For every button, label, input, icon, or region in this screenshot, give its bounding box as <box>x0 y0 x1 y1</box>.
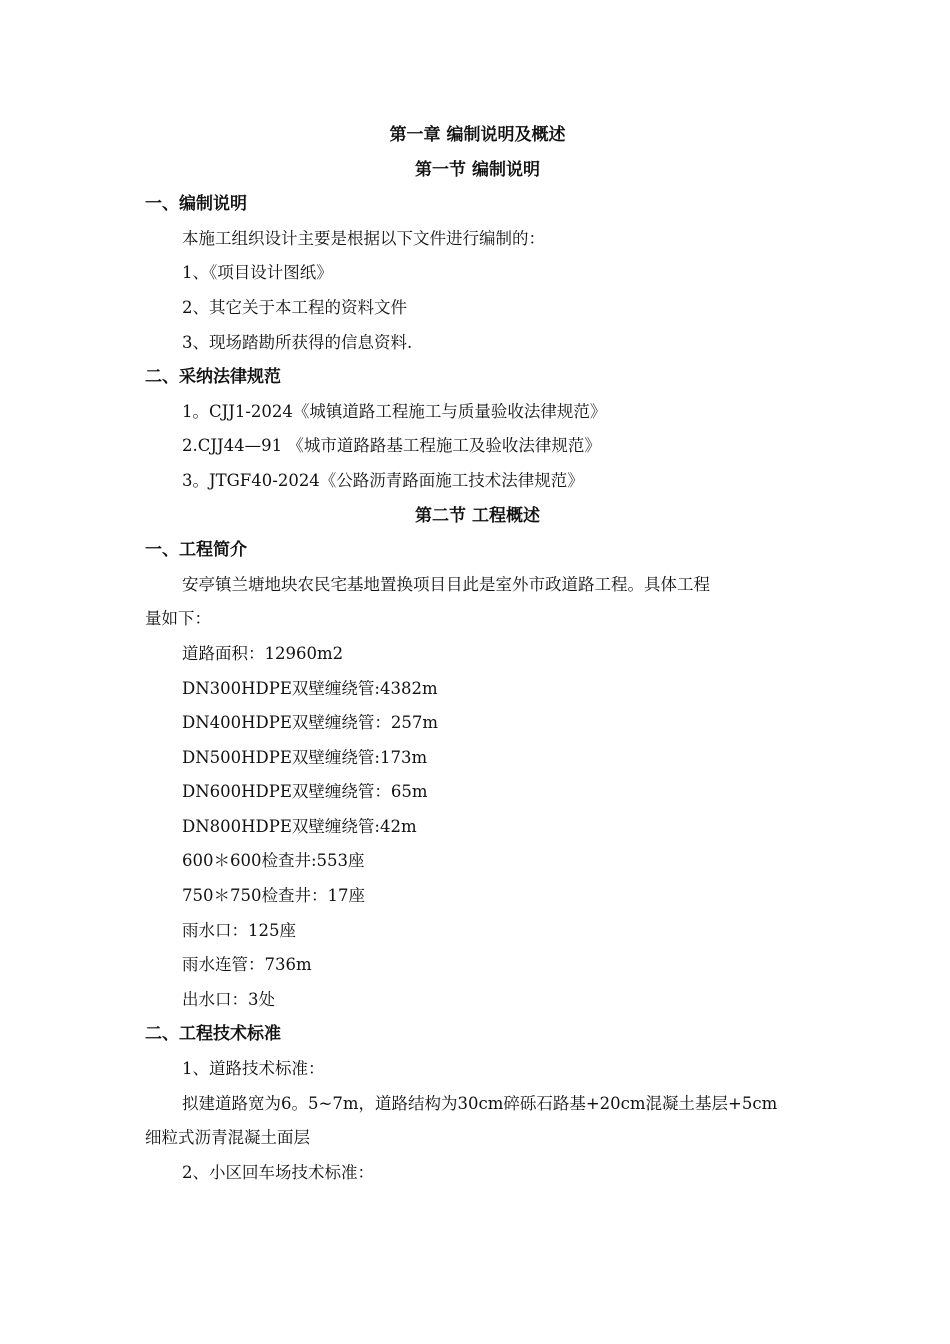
quantity-item: DN300HDPE双壁缠绕管:4382m <box>182 678 438 698</box>
quantity-item: 道路面积：12960m2 <box>182 643 344 663</box>
document-body <box>145 118 810 1190</box>
list-item: 2、其它关于本工程的资料文件 <box>182 297 407 317</box>
quantity-item: 出水口：3处 <box>182 989 275 1009</box>
quantity-item: DN800HDPE双壁缠绕管:42m <box>182 816 417 836</box>
list-item: 1。CJJ1-2024《城镇道路工程施工与质量验收法律规范》 <box>182 401 607 421</box>
quantity-item: 600＊600检查井:553座 <box>182 851 365 871</box>
paragraph-line: 细粒式沥青混凝土面层 <box>145 1128 310 1148</box>
quantity-item: 雨水连管：736m <box>182 955 312 975</box>
heading-project-intro: 一、工程简介 <box>145 540 247 561</box>
list-item: 2.CJJ44—91 《城市道路路基工程施工及验收法律规范》 <box>182 436 601 456</box>
paragraph-line: 量如下： <box>145 609 211 629</box>
paragraph-line: 安亭镇兰塘地块农民宅基地置换项目目此是室外市政道路工程。具体工程 <box>182 574 710 594</box>
list-item: 1、《项目设计图纸》 <box>182 263 333 283</box>
chapter-title: 第一章 编制说明及概述 <box>389 125 566 145</box>
quantity-item: 雨水口：125座 <box>182 920 296 940</box>
quantity-item: DN400HDPE双壁缠绕管：257m <box>182 713 439 733</box>
heading-compile-notes: 一、编制说明 <box>145 194 247 215</box>
quantity-item: DN500HDPE双壁缠绕管:173m <box>182 747 428 767</box>
section-title-1: 第一节 编制说明 <box>415 159 540 180</box>
list-item: 2、小区回车场技术标准： <box>182 1162 374 1182</box>
paragraph-intro: 本施工组织设计主要是根据以下文件进行编制的： <box>182 228 545 248</box>
heading-standards: 二、采纳法律规范 <box>145 367 281 388</box>
list-item: 3、现场踏勘所获得的信息资料. <box>182 332 413 352</box>
quantity-item: DN600HDPE双壁缠绕管：65m <box>182 782 428 802</box>
section-title-2: 第二节 工程概述 <box>415 505 540 526</box>
quantity-item: 750＊750检查井：17座 <box>182 886 365 906</box>
list-item: 1、道路技术标准： <box>182 1059 325 1079</box>
list-item: 3。JTGF40-2024《公路沥青路面施工技术法律规范》 <box>182 470 584 490</box>
paragraph-line: 拟建道路宽为6。5~7m，道路结构为30cm碎砾石路基+20cm混凝土基层+5cm <box>182 1093 778 1113</box>
heading-tech-standards: 二、工程技术标准 <box>145 1024 281 1045</box>
